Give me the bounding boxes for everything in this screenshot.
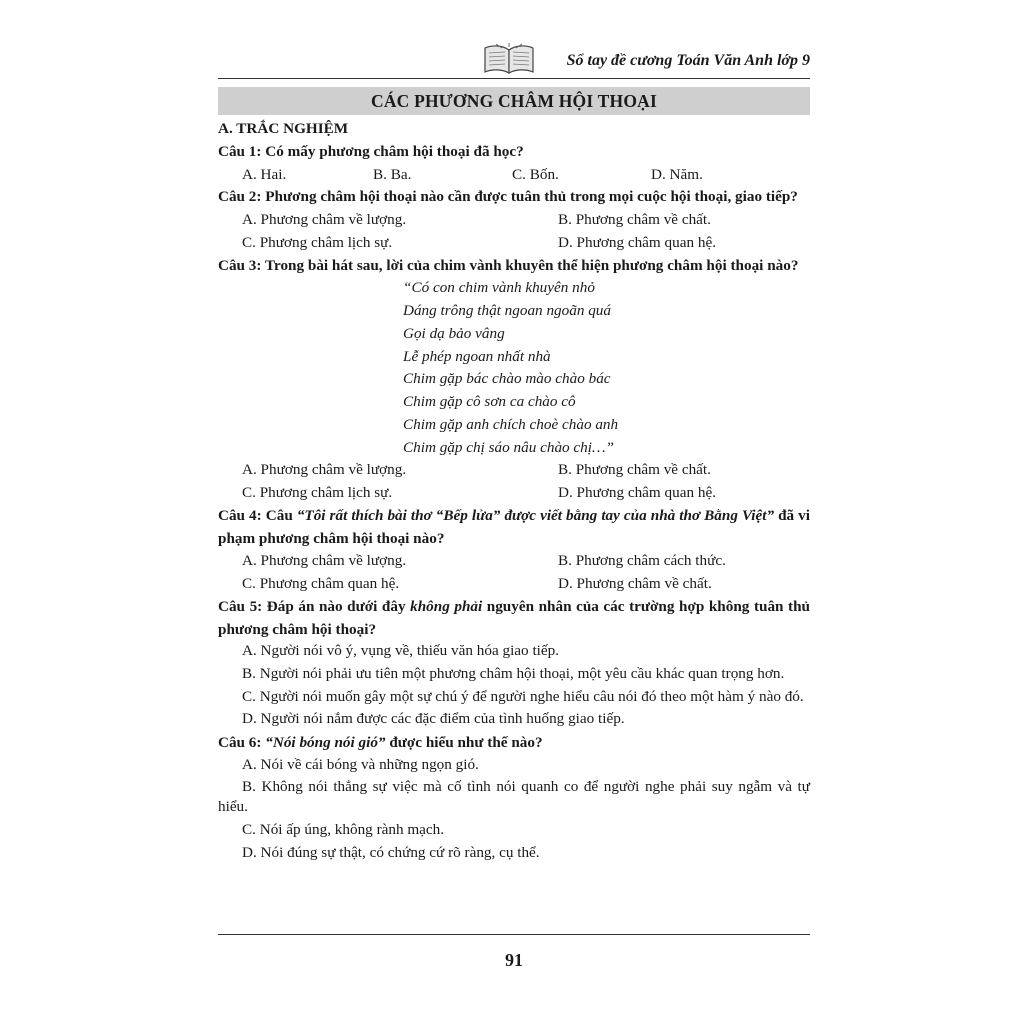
option-a: A. Người nói vô ý, vụng về, thiếu văn hóa giao tiếp. xyxy=(242,642,560,660)
section-heading: A. TRẮC NGHIỆM xyxy=(218,120,349,137)
poem-line: Chim gặp bác chào mào chào bác xyxy=(403,370,611,388)
chapter-title: CÁC PHƯƠNG CHÂM HỘI THOẠI xyxy=(371,91,657,111)
option-c: C. Phương châm quan hệ. xyxy=(242,575,400,592)
option-b: B. Phương châm về chất. xyxy=(558,211,711,228)
question-3-options-row-1 xyxy=(218,459,810,482)
question-4-suffix: đã vi phạm phương châm hội thoại nào? xyxy=(218,506,810,547)
page-content xyxy=(218,118,810,866)
open-book-icon xyxy=(482,42,536,76)
option-d: D. Phương châm quan hệ. xyxy=(558,484,716,501)
page-number: 91 xyxy=(505,950,523,970)
question-4-quote: “Tôi rất thích bài thơ “Bếp lửa” được viết bằng tay của nhà thơ Bằng Việt” xyxy=(296,506,775,524)
header-divider xyxy=(218,78,810,79)
page-header xyxy=(218,40,810,80)
option-a: A. Phương châm về lượng. xyxy=(242,211,407,228)
poem-line: “Có con chim vành khuyên nhỏ xyxy=(403,279,595,297)
document-page xyxy=(218,0,810,1024)
option-a: A. Phương châm về lượng. xyxy=(242,552,407,570)
option-b: B. Phương châm cách thức. xyxy=(558,552,726,570)
chapter-title-bar xyxy=(218,87,810,115)
header-title: Sổ tay đề cương Toán Văn Anh lớp 9 xyxy=(566,52,810,69)
question-5 xyxy=(218,596,810,642)
question-6-quote: “Nói bóng nói gió” xyxy=(265,734,386,751)
question-4 xyxy=(218,505,810,551)
question-3-options-row-2 xyxy=(218,482,810,505)
option-b: B. Phương châm về chất. xyxy=(558,461,711,479)
poem-line: Gọi dạ bảo vâng xyxy=(403,324,505,342)
poem-line: Chim gặp cô sơn ca chào cô xyxy=(403,393,576,410)
question-2-options-row-1 xyxy=(218,209,810,232)
question-1-options xyxy=(218,164,810,187)
option-b: B. Người nói phải ưu tiên một phương châm hội thoại, một yêu cầu khác quan trọng hơn. xyxy=(242,664,785,682)
question-5-suffix: nguyên nhân của các trường hợp không tuân thủ phương châm hội thoại? xyxy=(218,597,811,638)
option-d: D. Năm. xyxy=(651,165,703,183)
option-c: C. Người nói muốn gây một sự chú ý để người nghe hiểu câu nói đó theo một hàm ý nào đó. xyxy=(242,687,804,705)
option-c: C. Phương châm lịch sự. xyxy=(242,233,393,251)
question-2: Câu 2: Phương châm hội thoại nào cần được tuân thủ trong mọi cuộc hội thoại, giao tiếp? xyxy=(218,188,798,206)
option-d: D. Nói đúng sự thật, có chứng cứ rõ ràng, cụ thể. xyxy=(242,843,540,861)
question-6-suffix: được hiểu như thế nào? xyxy=(385,734,543,751)
question-2-options-row-2 xyxy=(218,232,810,255)
question-6-prefix: Câu 6: xyxy=(218,734,266,751)
option-d: D. Người nói nắm được các đặc điểm của tình huống giao tiếp. xyxy=(242,710,625,728)
option-b: B. Không nói thẳng sự việc mà cố tình nói quanh co để người nghe phải suy ngẫm và tự hiểu. xyxy=(218,778,810,816)
option-d: D. Phương châm quan hệ. xyxy=(558,233,716,251)
question-3: Câu 3: Trong bài hát sau, lời của chim vành khuyên thể hiện phương châm hội thoại nào? xyxy=(218,256,799,274)
question-5-emphasis: không phải xyxy=(410,597,483,615)
question-4-prefix: Câu 4: Câu xyxy=(218,506,297,524)
footer-divider xyxy=(218,934,810,935)
question-5-prefix: Câu 5: Đáp án nào dưới đây xyxy=(218,597,411,615)
question-4-options-row-2 xyxy=(218,573,810,596)
question-4-options-row-1 xyxy=(218,550,810,573)
poem-line: Dáng trông thật ngoan ngoãn quá xyxy=(403,302,611,319)
option-c: C. Nói ấp úng, không rành mạch. xyxy=(242,821,445,839)
option-c: C. Phương châm lịch sự. xyxy=(242,484,393,501)
poem-line: Lễ phép ngoan nhất nhà xyxy=(403,347,551,365)
option-a: A. Nói về cái bóng và những ngọn gió. xyxy=(242,755,479,773)
option-a: A. Phương châm về lượng. xyxy=(242,461,407,479)
option-b: B. Ba. xyxy=(373,165,412,183)
question-6 xyxy=(218,732,810,755)
option-a: A. Hai. xyxy=(242,165,287,183)
question-1: Câu 1: Có mấy phương châm hội thoại đã học? xyxy=(218,142,524,160)
poem-line: Chim gặp chị sáo nâu chào chị…” xyxy=(403,438,614,456)
option-c: C. Bốn. xyxy=(512,165,559,183)
poem-line: Chim gặp anh chích choè chào anh xyxy=(403,415,619,433)
option-d: D. Phương châm về chất. xyxy=(558,575,712,592)
song-excerpt xyxy=(218,277,810,459)
